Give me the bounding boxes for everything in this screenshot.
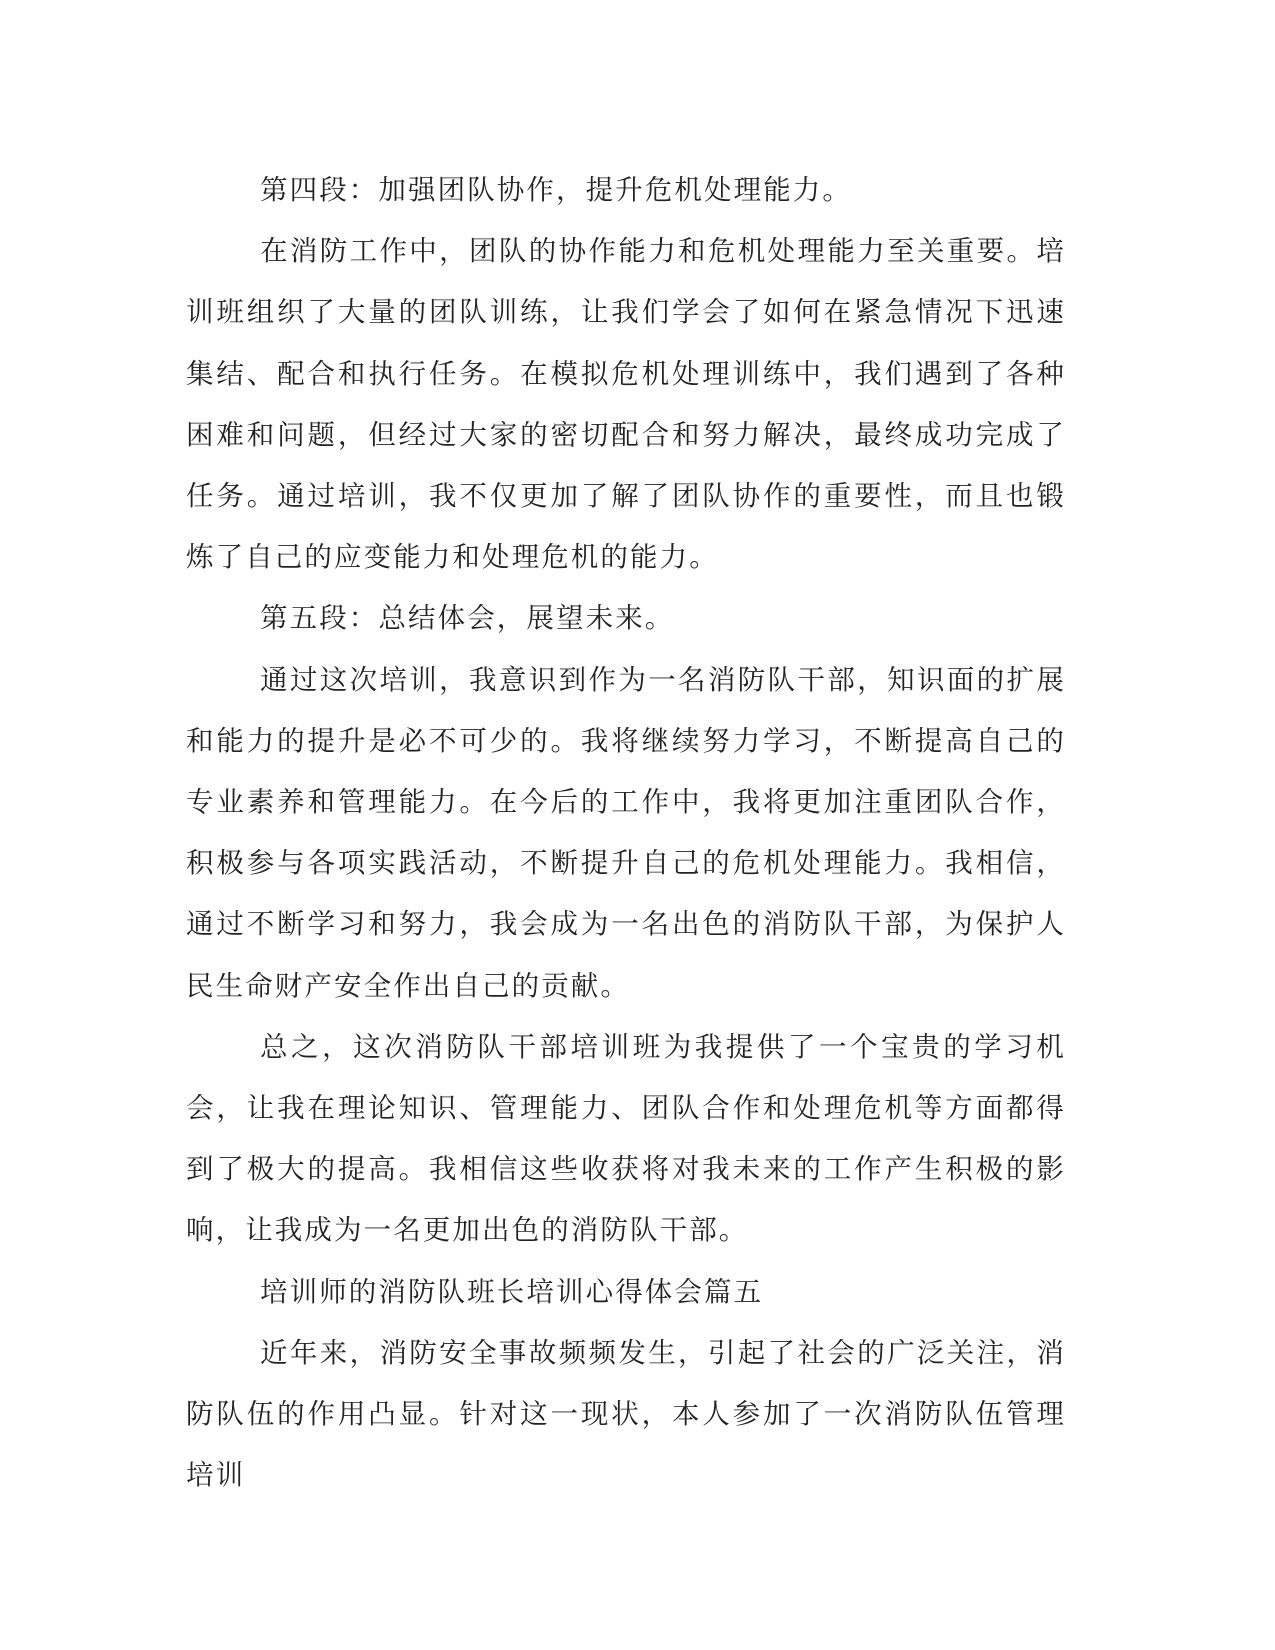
document-body xyxy=(186,160,1066,1506)
section-heading-5: 第五段：总结体会，展望未来。 xyxy=(260,602,675,635)
body-paragraph: 总之，这次消防队干部培训班为我提供了一个宝贵的学习机会，让我在理论知识、管理能力、团队合作和处理危机等方面都得到了极大的提高。我相信这些收获将对我未来的工作产生积极的影响，让我成为一名更加出色的消防队干部。 xyxy=(186,1030,1066,1247)
body-paragraph: 通过这次培训，我意识到作为一名消防队干部，知识面的扩展和能力的提升是必不可少的。我将继续努力学习，不断提高自己的专业素养和管理能力。在今后的工作中，我将更加注重团队合作，积极参与各项实践活动，不断提升自己的危机处理能力。我相信，通过不断学习和努力，我会成为一名出色的消防队干部，为保护人民生命财产安全作出自己的贡献。 xyxy=(186,663,1066,1002)
body-paragraph: 近年来，消防安全事故频频发生，引起了社会的广泛关注，消防队伍的作用凸显。针对这一现状，本人参加了一次消防队伍管理培训 xyxy=(186,1336,1066,1492)
section-heading-4: 第四段：加强团队协作，提升危机处理能力。 xyxy=(260,174,852,206)
body-paragraph: 在消防工作中，团队的协作能力和危机处理能力至关重要。培训班组织了大量的团队训练，让我们学会了如何在紧急情况下迅速集结、配合和执行任务。在模拟危机处理训练中，我们遇到了各种困难和问题，但经过大家的密切配合和努力解决，最终成功完成了任务。通过培训，我不仅更加了解了团队协作的重要性，而且也锻炼了自己的应变能力和处理危机的能力。 xyxy=(186,235,1066,574)
article-title: 培训师的消防队班长培训心得体会篇五 xyxy=(260,1275,764,1308)
